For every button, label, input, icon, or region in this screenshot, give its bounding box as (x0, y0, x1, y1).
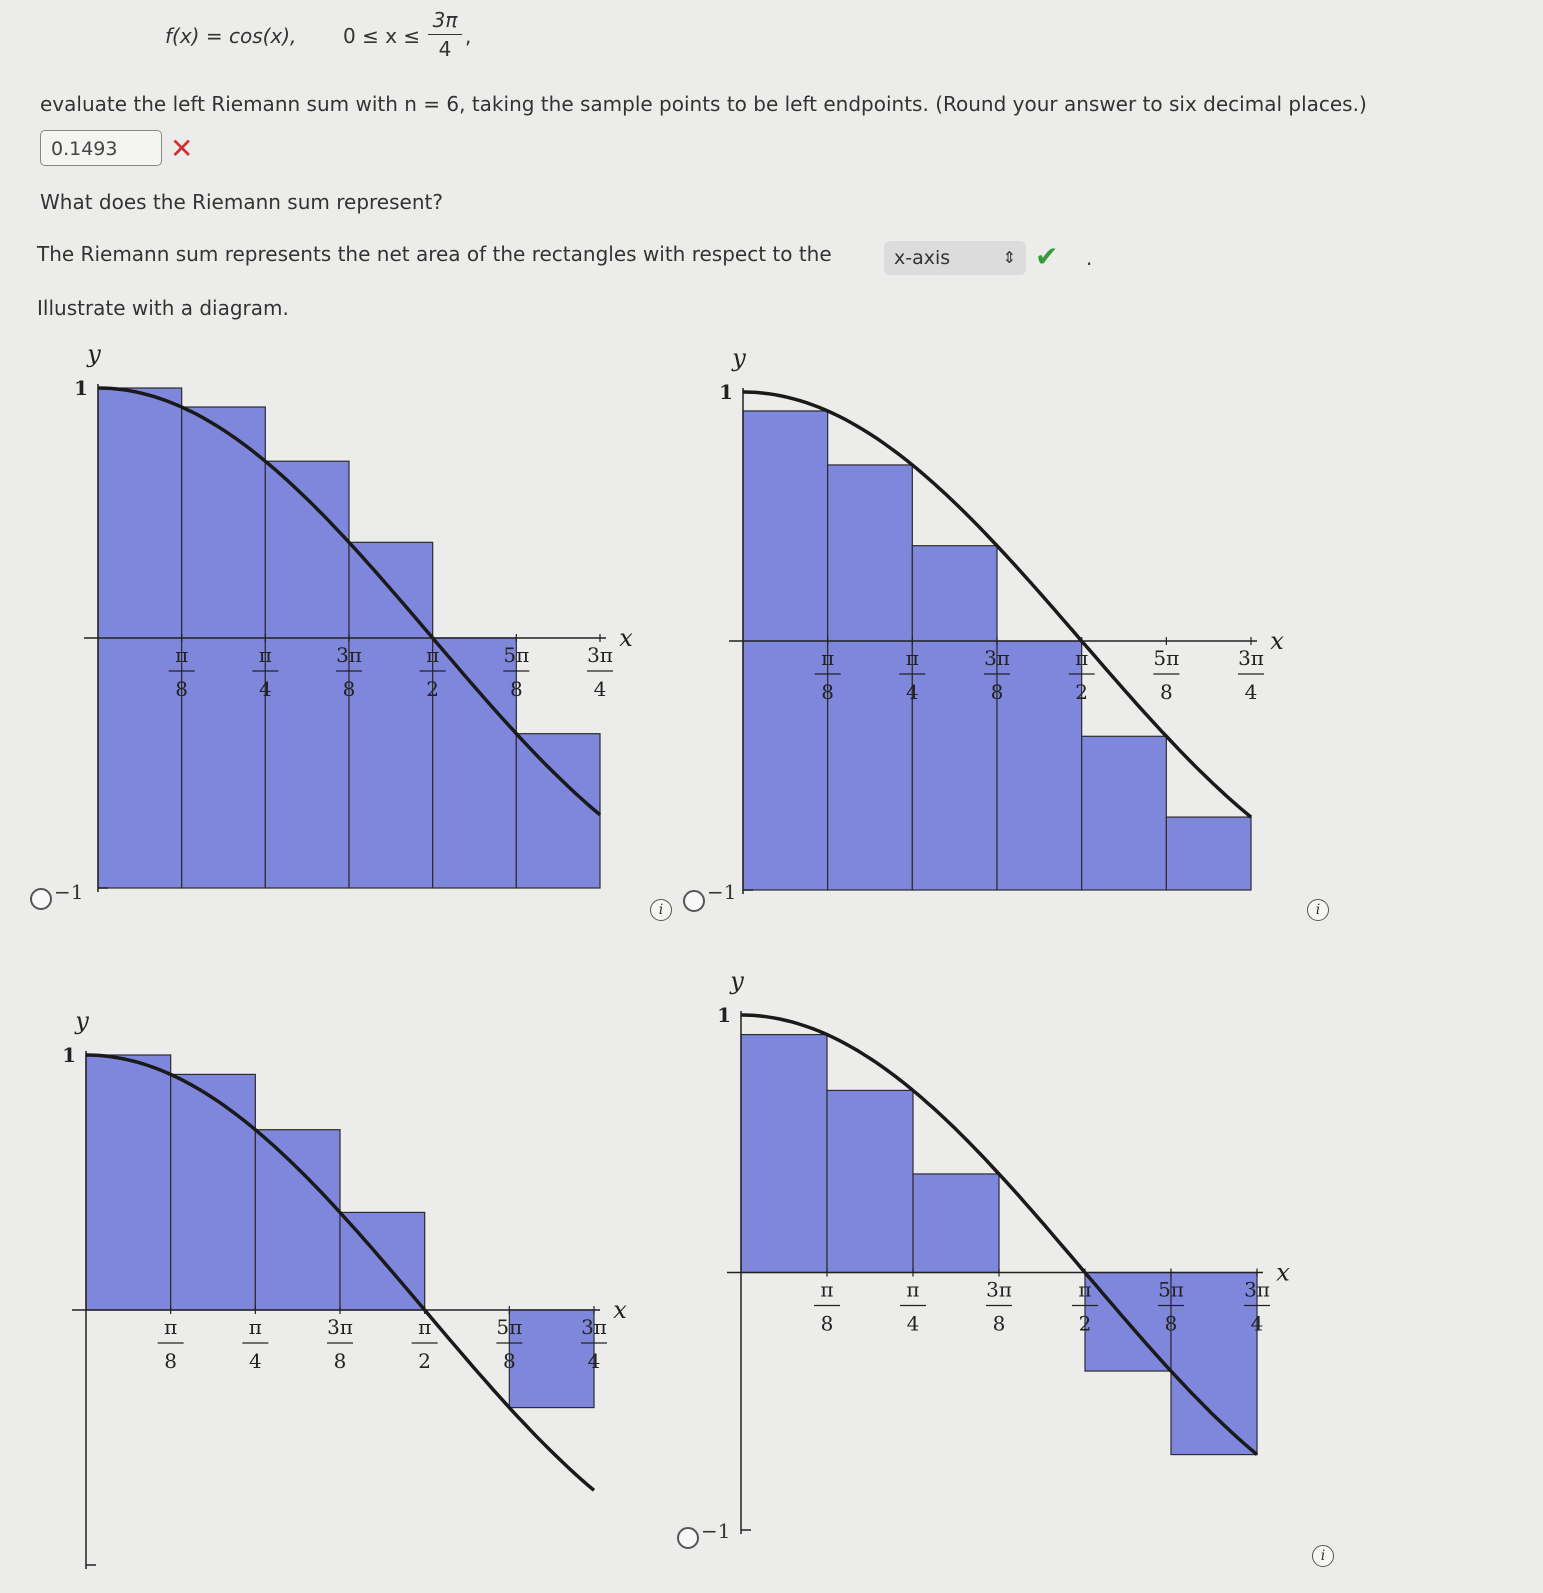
option-b-x-label: x (1270, 627, 1284, 655)
option-c-tick-label-num: 3π (581, 1315, 607, 1339)
option-d-tick-label-num: 3π (1244, 1277, 1270, 1302)
question-2: What does the Riemann sum represent? (40, 190, 443, 214)
option-d-tick-label-num: π (1078, 1277, 1092, 1302)
option-d-rect-1 (741, 1035, 827, 1273)
option-a-tick-label-den: 4 (258, 677, 272, 701)
option-d-rect-2 (827, 1090, 913, 1272)
option-a-rect-4 (349, 542, 433, 888)
option-a-neg-one: −1 (54, 880, 84, 904)
option-d-neg-one: −1 (701, 1519, 731, 1543)
option-b-rect-4 (997, 641, 1082, 890)
option-d-y-tick-label-1: 1 (717, 1003, 731, 1027)
option-c-tick-label-num: 5π (496, 1315, 523, 1339)
option-b-tick-label-num: π (821, 646, 835, 670)
option-c-rect-1 (86, 1055, 171, 1310)
option-b-rect-5 (1082, 736, 1167, 890)
option-a-y-tick-label-1: 1 (74, 376, 88, 400)
option-a-tick-label-num: π (258, 643, 272, 667)
option-d-tick-label-den: 2 (1078, 1311, 1092, 1336)
option-c-tick-label-num: 3π (327, 1315, 353, 1339)
statement-suffix: . (1086, 246, 1093, 270)
option-c-x-label: x (613, 1296, 627, 1324)
option-b-rect-2 (828, 465, 913, 890)
incorrect-icon: ✕ (170, 132, 194, 165)
option-d-radio[interactable] (677, 1527, 699, 1549)
option-c-rect-2 (171, 1074, 256, 1310)
option-d-tick-label-den: 4 (1250, 1311, 1264, 1336)
option-b-rect-1 (743, 411, 828, 890)
option-c-rect-3 (255, 1130, 340, 1310)
option-d-y-label: y (730, 967, 744, 995)
option-a-tick-label-num: 3π (587, 643, 613, 667)
option-b-info-icon[interactable]: i (1307, 899, 1329, 921)
option-d-tick-label-num: 3π (986, 1277, 1012, 1302)
option-c-tick-label-den: 4 (248, 1349, 262, 1373)
option-b-tick-label-num: 5π (1153, 646, 1180, 670)
option-c-tick-label-den: 4 (587, 1349, 601, 1373)
option-d-tick-label-den: 4 (906, 1311, 920, 1336)
option-a-info-icon[interactable]: i (650, 899, 672, 921)
option-b-tick-label-den: 8 (821, 680, 835, 704)
option-a-rect-2 (182, 407, 266, 888)
function-text: f(x) = cos(x), (165, 24, 297, 48)
option-c-y-label: y (75, 1007, 89, 1035)
option-b-tick-label-den: 8 (990, 680, 1004, 704)
statement-prefix: The Riemann sum represents the net area of the rectangles with respect to the (37, 242, 832, 266)
option-c-tick-label-num: π (164, 1315, 178, 1339)
option-c-y-tick-label-1: 1 (62, 1043, 76, 1067)
option-a-tick-label-den: 8 (175, 677, 189, 701)
domain-upper-den: 4 (438, 37, 452, 61)
option-d-tick-label-den: 8 (820, 1311, 834, 1336)
option-b-radio[interactable] (683, 890, 705, 912)
option-c-tick-label-den: 2 (418, 1349, 432, 1373)
option-b-tick-label-den: 8 (1159, 680, 1173, 704)
instruction-text: evaluate the left Riemann sum with n = 6, taking the sample points to be left endpoints. (Round your answer to six decimal places.) (40, 92, 1367, 116)
option-a-tick-label-den: 8 (509, 677, 523, 701)
option-d-rect-3 (913, 1174, 999, 1273)
option-a-tick-label-num: 5π (503, 643, 530, 667)
domain-text: 0 ≤ x ≤ (343, 24, 421, 48)
option-a-y-label: y (87, 340, 101, 368)
option-b-tick-label-num: π (905, 646, 919, 670)
option-b-tick-label-num: 3π (984, 646, 1010, 670)
option-b-rect-6 (1166, 817, 1251, 890)
option-b-tick-label-den: 2 (1075, 680, 1089, 704)
answer-input[interactable]: 0.1493 (40, 130, 162, 166)
option-c-tick-label-den: 8 (333, 1349, 347, 1373)
option-b-tick-label-num: π (1075, 646, 1089, 670)
option-a-tick-label-den: 2 (426, 677, 440, 701)
illustrate-text: Illustrate with a diagram. (37, 296, 289, 320)
domain-upper-num: 3π (432, 8, 458, 32)
option-d-info-icon[interactable]: i (1312, 1545, 1334, 1567)
option-a-tick-label-num: 3π (336, 643, 362, 667)
option-d-tick-label-den: 8 (1164, 1311, 1178, 1336)
option-a-tick-label-den: 8 (342, 677, 356, 701)
option-a-rect-6 (516, 734, 600, 888)
option-a-tick-label-num: π (426, 643, 440, 667)
option-c-tick-label-num: π (418, 1315, 432, 1339)
option-a-rect-5 (433, 638, 517, 888)
option-b-tick-label-den: 4 (1244, 680, 1258, 704)
option-c-tick-label-num: π (248, 1315, 262, 1339)
option-d-tick-label-den: 8 (992, 1311, 1006, 1336)
domain-suffix: , (465, 24, 472, 48)
axis-select-value: x-axis (894, 247, 951, 269)
option-b-y-label: y (732, 344, 746, 372)
option-b-tick-label-den: 4 (905, 680, 919, 704)
option-b-rect-3 (912, 546, 997, 890)
option-a-radio[interactable] (30, 888, 52, 910)
option-c-tick-label-den: 8 (164, 1349, 178, 1373)
correct-check-icon: ✔ (1035, 240, 1059, 273)
option-a-tick-label-num: π (175, 643, 189, 667)
option-a-tick-label-den: 4 (593, 677, 607, 701)
option-a-x-label: x (619, 624, 633, 652)
option-b-tick-label-num: 3π (1238, 646, 1264, 670)
option-c-tick-label-den: 8 (502, 1349, 516, 1373)
option-d-x-label: x (1276, 1258, 1290, 1287)
option-d-tick-label-num: π (906, 1277, 920, 1302)
option-b-y-tick-label-1: 1 (719, 380, 733, 404)
option-d-tick-label-num: 5π (1158, 1277, 1184, 1302)
option-d-tick-label-num: π (820, 1277, 834, 1302)
option-a-rect-3 (265, 461, 349, 888)
select-chevron-icon: ⇕ (1002, 248, 1016, 267)
option-b-neg-one: −1 (707, 880, 737, 904)
